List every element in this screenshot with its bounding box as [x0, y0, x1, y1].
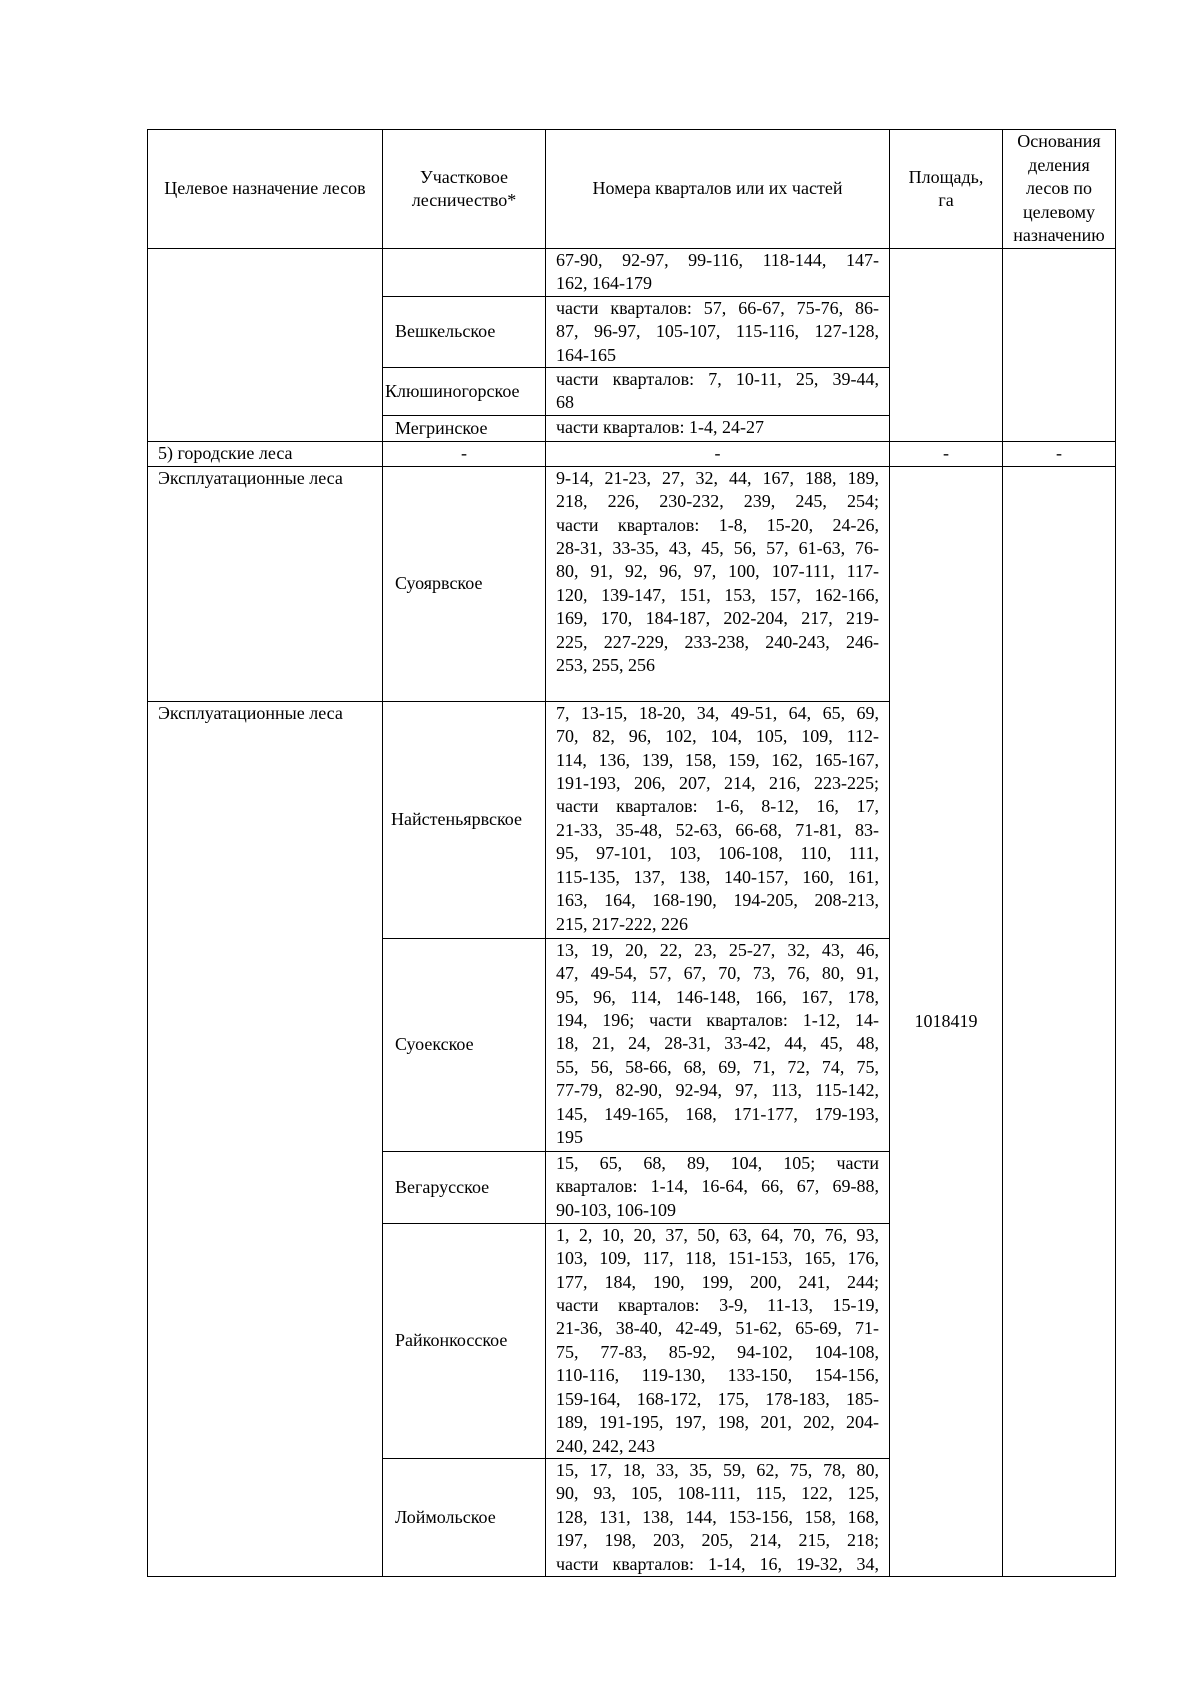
quarters-line: 177, 184, 190, 199, 200, 241, 244; — [556, 1271, 879, 1292]
quarters-line: 163, 164, 168-190, 194-205, 208-213, — [556, 890, 879, 911]
purpose-cell: Эксплуатационные леса — [148, 466, 383, 701]
header-basis: Основания деления лесов по целевому назначению — [1003, 130, 1116, 249]
quarters-cell — [546, 368, 890, 416]
purpose-cell: 5) городские леса — [148, 441, 383, 466]
header-forestry: Участковое лесничество* — [383, 130, 546, 249]
table-row — [148, 441, 1116, 466]
quarters-line: 115-135, 137, 138, 140-157, 160, 161, — [556, 866, 879, 887]
forestry-cell: Вешкельское — [383, 296, 546, 367]
quarters-line: части кварталов: 7, 10-11, 25, 39-44, — [556, 369, 879, 390]
forestry-cell: Суоекское — [383, 938, 546, 1151]
quarters-cell — [546, 249, 890, 297]
area-cell-empty — [890, 249, 1003, 442]
quarters-line: 15, 17, 18, 33, 35, 59, 62, 75, 78, 80, — [556, 1459, 879, 1480]
quarters-line: 21-36, 38-40, 42-49, 51-62, 65-69, 71- — [556, 1318, 879, 1339]
forestry-cell: Найстеньярвское — [383, 701, 546, 938]
quarters-line: 77-79, 82-90, 92-94, 97, 113, 115-142, — [556, 1080, 879, 1101]
quarters-line: 110-116, 119-130, 133-150, 154-156, — [556, 1365, 879, 1386]
quarters-line: 120, 139-147, 151, 153, 157, 162-166, — [556, 584, 879, 605]
quarters-line: 21-33, 35-48, 52-63, 66-68, 71-81, 83- — [556, 819, 879, 840]
quarters-line: части кварталов: 1-6, 8-12, 16, 17, — [556, 796, 879, 817]
quarters-line: 189, 191-195, 197, 198, 201, 202, 204- — [556, 1412, 879, 1433]
forestry-cell: Мегринское — [383, 415, 546, 441]
quarters-line: 164-165 — [556, 344, 616, 365]
quarters-cell — [546, 1223, 890, 1458]
quarters-line: части кварталов: 3-9, 11-13, 15-19, — [556, 1295, 879, 1316]
basis-dash: - — [1003, 441, 1116, 466]
quarters-line: 225, 227-229, 233-238, 240-243, 246- — [556, 631, 879, 652]
quarters-line: 87, 96-97, 105-107, 115-116, 127-128, — [556, 321, 879, 342]
forestry-dash: - — [383, 441, 546, 466]
quarters-line: 15, 65, 68, 89, 104, 105; части — [556, 1152, 879, 1173]
quarters-line: 1, 2, 10, 20, 37, 50, 63, 64, 70, 76, 93, — [556, 1224, 879, 1245]
quarters-line: 9-14, 21-23, 27, 32, 44, 167, 188, 189, — [556, 467, 879, 488]
quarters-line: 7, 13-15, 18-20, 34, 49-51, 64, 65, 69, — [556, 702, 879, 723]
header-quarters: Номера кварталов или их частей — [546, 130, 890, 249]
quarters-line: 68 — [556, 392, 574, 413]
quarters-line: 218, 226, 230-232, 239, 245, 254; — [556, 491, 879, 512]
quarters-line: 18, 21, 24, 28-31, 33-42, 44, 45, 48, — [556, 1033, 879, 1054]
quarters-line: 55, 56, 58-66, 68, 69, 71, 72, 74, 75, — [556, 1056, 879, 1077]
quarters-cell — [546, 1151, 890, 1223]
forestry-cell: Лоймольское — [383, 1458, 546, 1576]
forestry-cell: Суоярвское — [383, 466, 546, 701]
purpose-cell: Эксплуатационные леса — [148, 701, 383, 1576]
quarters-line: 162, 164-179 — [556, 273, 652, 294]
quarters-line: 67-90, 92-97, 99-116, 118-144, 147- — [556, 250, 879, 270]
quarters-line: 191-193, 206, 207, 214, 216, 223-225; — [556, 773, 879, 794]
quarters-line: части кварталов: 1-4, 24-27 — [556, 416, 764, 437]
quarters-cell — [546, 466, 890, 701]
header-purpose: Целевое назначение лесов — [148, 130, 383, 249]
quarters-line: 90, 93, 105, 108-111, 115, 122, 125, — [556, 1483, 879, 1504]
table-header-row — [148, 130, 1116, 249]
quarters-line: 197, 198, 203, 205, 214, 215, 218; — [556, 1530, 879, 1551]
quarters-line: 145, 149-165, 168, 171-177, 179-193, — [556, 1103, 879, 1124]
quarters-line: 169, 170, 184-187, 202-204, 217, 219- — [556, 608, 879, 629]
quarters-line: части кварталов: 1-8, 15-20, 24-26, — [556, 514, 879, 535]
quarters-dash: - — [546, 441, 890, 466]
quarters-line: 240, 242, 243 — [556, 1435, 655, 1456]
quarters-line: 159-164, 168-172, 175, 178-183, 185- — [556, 1388, 879, 1409]
quarters-line: 95, 97-101, 103, 106-108, 110, 111, — [556, 843, 879, 864]
quarters-line: 75, 77-83, 85-92, 94-102, 104-108, — [556, 1341, 879, 1362]
quarters-line: 47, 49-54, 57, 67, 70, 73, 76, 80, 91, — [556, 963, 879, 984]
area-total-cell: 1018419 — [890, 466, 1003, 1576]
quarters-line: 95, 96, 114, 146-148, 166, 167, 178, — [556, 986, 879, 1007]
quarters-cell — [546, 415, 890, 441]
forest-purpose-table — [147, 129, 1116, 1577]
quarters-line: 70, 82, 96, 102, 104, 105, 109, 112- — [556, 726, 879, 747]
quarters-line: части кварталов: 1-14, 16, 19-32, 34, — [556, 1553, 879, 1574]
quarters-line: 114, 136, 139, 158, 159, 162, 165-167, — [556, 749, 879, 770]
quarters-line: 253, 255, 256 — [556, 655, 655, 676]
forestry-cell-empty — [383, 249, 546, 297]
quarters-line: 28-31, 33-35, 43, 45, 56, 57, 61-63, 76- — [556, 538, 879, 559]
forestry-cell: Клюшиногорское — [383, 368, 546, 416]
quarters-line: 194, 196; части кварталов: 1-12, 14- — [556, 1010, 879, 1031]
quarters-line: кварталов: 1-14, 16-64, 66, 67, 69-88, — [556, 1176, 879, 1197]
quarters-line: 215, 217-222, 226 — [556, 913, 688, 934]
quarters-line: 90-103, 106-109 — [556, 1199, 676, 1220]
basis-cell-empty — [1003, 249, 1116, 442]
quarters-line: 195 — [556, 1127, 583, 1148]
table-row — [148, 466, 1116, 701]
purpose-cell-empty — [148, 249, 383, 442]
quarters-line: 13, 19, 20, 22, 23, 25-27, 32, 43, 46, — [556, 939, 879, 960]
forestry-cell: Райконкосское — [383, 1223, 546, 1458]
area-dash: - — [890, 441, 1003, 466]
quarters-cell — [546, 1458, 890, 1576]
quarters-line: 128, 131, 138, 144, 153-156, 158, 168, — [556, 1506, 879, 1527]
table-row — [148, 249, 1116, 297]
header-area: Площадь, га — [890, 130, 1003, 249]
quarters-cell — [546, 938, 890, 1151]
quarters-line: части кварталов: 57, 66-67, 75-76, 86- — [556, 297, 879, 318]
forestry-cell: Вегарусское — [383, 1151, 546, 1223]
quarters-line: 103, 109, 117, 118, 151-153, 165, 176, — [556, 1248, 879, 1269]
quarters-cell — [546, 701, 890, 938]
quarters-line: 80, 91, 92, 96, 97, 100, 107-111, 117- — [556, 561, 879, 582]
quarters-cell — [546, 296, 890, 367]
basis-cell-empty — [1003, 466, 1116, 1576]
